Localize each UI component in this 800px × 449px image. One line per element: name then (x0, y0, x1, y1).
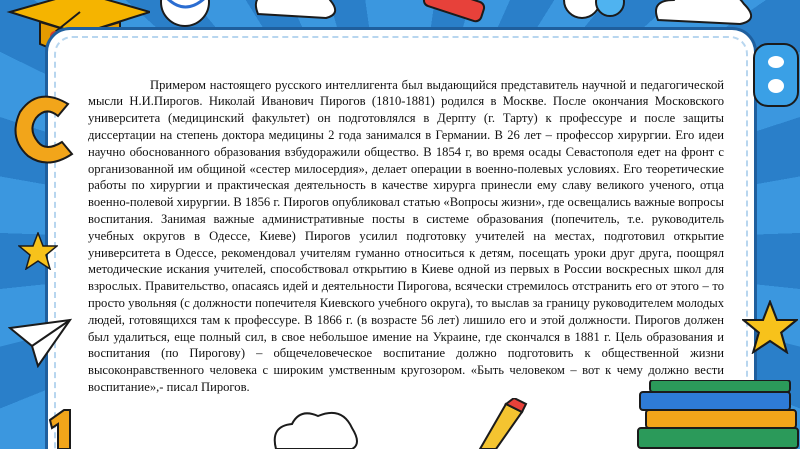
pencil-icon (470, 398, 530, 449)
star-icon (18, 232, 58, 270)
crayon-icon (420, 0, 500, 30)
cloud-icon (250, 0, 340, 24)
cloud-icon (270, 404, 360, 449)
paper-plane-icon (8, 318, 72, 368)
letter-b-icon (752, 40, 800, 110)
cloud-icon (650, 0, 760, 30)
ball-icon (155, 0, 215, 28)
letter-c-icon (8, 90, 80, 170)
ball-icon (560, 0, 630, 26)
main-paragraph: Примером настоящего русского интеллигента был выдающийся представитель научной и педагогической мысли Н.И.Пирогов. Николай Иванович Пирогов (1810-1881) родился в Москве. После окончания Московского университета (медицинский факультет) он подготовлялся в Дерпту (г. Тарту) к профессуре и после защиты диссертации на степень доктора медицины 2 года занимался в Германии. В 26 лет – профессор хирургии. Его идеи научно обоснованного образования взбудоражили общество. В 1854 г, во время осады Севастополя едет на фронт с организованной им общиной «сестер милосердия», делает операции в военно-полевых условиях. Его теоретические работы по хирургии и практическая деятельность в качестве хирурга принесли ему славу великого ученого, отца военно-полевой хирургии. В 1856 г. Пирогов опубликовал статью «Вопросы жизни», где освещались важные вопросы воспитания. Занимая важные административные посты в системе образования (попечитель, т.е. руководитель учебных округов в Одессе, Киеве) Пирогов усилил подготовку учителей на местах, подготовил открытие университета в Одессе, рекомендовал учителям гуманно относиться к детям, посещать уроки друг друга, поощрял методические искания учителей, способствовал открытию в Киеве одной из первых в России воскресных школ для взрослых. Правительство, опасаясь идей и деятельности Пирогова, всячески стремилось отстранить его от этого – то просто увольняя (с должности попечителя Киевского учебного округа), то выслав за границу руководителем молодых людей, готовящихся там к профессуре. В 1866 г. (в возрасте 56 лет) лишило его и этой должности. Пирогов должен был удалиться, еще полный сил, в свое небольшое имение на Украине, где скончался в 1881 г. Цель образования и воспитания (по Пирогову) – общечеловеческое воспитание должно подготовить к общественной жизни высоконравственного человека с широким умственным кругозором. «Быть человеком – вот к чему должно вести воспитание»,- писал Пирогов. (88, 77, 724, 394)
digit-1-icon (44, 408, 80, 449)
star-icon (742, 300, 798, 354)
